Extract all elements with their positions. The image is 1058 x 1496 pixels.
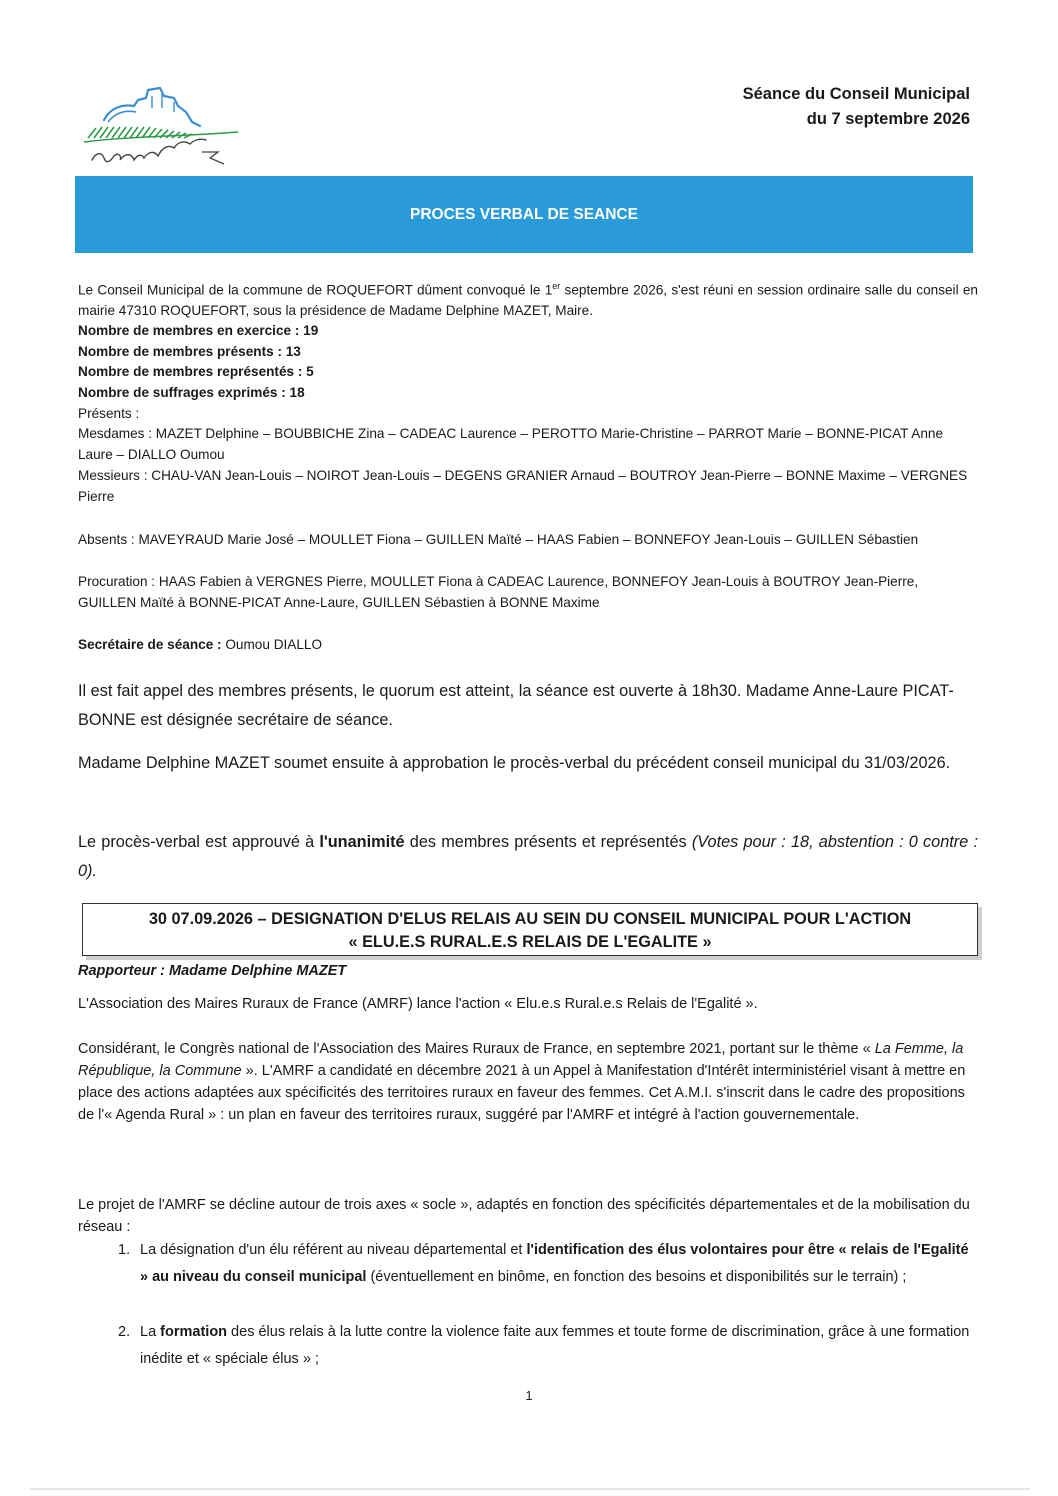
scan-edge	[30, 1488, 1030, 1490]
section-title-line1: 30 07.09.2026 – DESIGNATION D'ELUS RELAIS AU SEIN DU CONSEIL MUNICIPAL POUR L'ACTION	[148, 910, 912, 928]
vote-paragraph	[78, 828, 978, 886]
banner-title: PROCES VERBAL DE SEANCE	[410, 205, 638, 223]
vote-text-b: des membres présents et représentés	[404, 833, 692, 851]
member-stats	[78, 321, 978, 403]
stat-representes: Nombre de membres représentés : 5	[78, 364, 314, 379]
vote-text-a: Le procès-verbal est approuvé à	[78, 833, 320, 851]
congres-theme: La Femme, la République, la Commune	[78, 1041, 964, 1079]
rapporteur: Rapporteur : Madame Delphine MAZET	[78, 963, 347, 979]
item1-number: 1.	[118, 1242, 131, 1258]
appel-paragraph: Il est fait appel des membres présents, le quorum est atteint, la séance est ouverte à 18h30. Madame Anne-Laure PICAT-BONNE est désignée secrétaire de séance.	[78, 682, 954, 729]
intro-text-b: septembre 2026, s'est réuni en session ordinaire salle du conseil en mairie 47310 ROQUEFORT, sous la présidence de Madame Delphine MAZET, Maire.	[78, 282, 978, 319]
vote-unanimite: l'unanimité	[319, 833, 405, 851]
messieurs-list: Messieurs : CHAU-VAN Jean-Louis – NOIROT Jean-Louis – DEGENS GRANIER Arnaud – BOUTROY Jean-Pierre – BONNE Maxime – VERGNES Pierre	[78, 468, 968, 504]
projet-paragraph: Le projet de l'AMRF se décline autour de trois axes « socle », adaptés en fonction des spécificités départementales et de la mobilisation du réseau :	[78, 1197, 970, 1235]
item2-text-a: La	[140, 1324, 161, 1340]
item2-number: 2.	[118, 1324, 131, 1340]
vote-detail: (Votes pour : 18, abstention : 0 contre : 0).	[78, 833, 978, 880]
stat-exercice: Nombre de membres en exercice : 19	[78, 323, 319, 338]
secretaire-value: Oumou DIALLO	[221, 637, 323, 652]
item2-text-b: des élus relais à la lutte contre la violence faite aux femmes et toute forme de discrimination, grâce à une formation inédite et « spéciale élus » ;	[140, 1324, 970, 1367]
secretaire-line	[78, 635, 978, 656]
secretaire-label: Secrétaire de séance :	[78, 637, 222, 652]
considerant-text-a: Considérant, le Congrès national de l'Association des Maires Ruraux de France, en septembre 2021, portant sur le thème «	[78, 1041, 875, 1057]
presents-label: Présents :	[78, 406, 140, 421]
section-title-line2: « ELU.E.S RURAL.E.S RELAIS DE L'EGALITE »	[348, 933, 712, 951]
page-number: 1	[525, 1388, 533, 1403]
title-banner	[75, 176, 973, 253]
mesdames-list: Mesdames : MAZET Delphine – BOUBBICHE Zina – CADEAC Laurence – PEROTTO Marie-Christine – PARROT Marie – BONNE-PICAT Anne Laure – DIALLO Oumou	[78, 426, 944, 462]
session-title: Séance du Conseil Municipal	[742, 85, 970, 103]
stat-suffrages: Nombre de suffrages exprimés : 18	[78, 384, 305, 400]
item2-bold: formation	[160, 1324, 228, 1340]
stat-presents: Nombre de membres présents : 13	[78, 343, 301, 359]
session-date: du 7 septembre 2026	[806, 110, 970, 128]
considerant-paragraph	[78, 1038, 978, 1126]
intro-sup: er	[552, 281, 561, 291]
intro-paragraph	[78, 276, 978, 322]
absents-list: Absents : MAVEYRAUD Marie José – MOULLET Fiona – GUILLEN Maïté – HAAS Fabien – BONNEFOY Jean-Louis – GUILLEN Sébastien	[78, 532, 919, 547]
procuration-list: Procuration : HAAS Fabien à VERGNES Pierre, MOULLET Fiona à CADEAC Laurence, BONNEFOY Jean-Louis à BOUTROY Jean-Pierre, GUILLEN Maïté à BONNE-PICAT Anne-Laure, GUILLEN Sébastien à BONNE Maxime	[78, 574, 919, 610]
intro-text-a: Le Conseil Municipal de la commune de ROQUEFORT dûment convoqué le 1	[78, 282, 553, 298]
item1-text-a: La désignation d'un élu référent au niveau départemental et	[140, 1242, 527, 1258]
considerant-text-b: ». L'AMRF a candidaté en décembre 2021 à un Appel à Manifestation d'Intérêt interministériel visant à mettre en place des actions adaptées aux spécificités des territoires ruraux en faveur des femmes. Cet A.M.I. s'inscrit dans le cadre des propositions de l'« Agenda Rural » : un plan en faveur des territoires ruraux, suggéré par l'AMRF et intégré à l'action gouvernementale.	[78, 1063, 966, 1123]
axes-list-item-1	[118, 1237, 974, 1291]
roquefort-logo	[82, 82, 242, 180]
session-header	[743, 82, 970, 132]
item1-bold: l'identification des élus volontaires pour être « relais de l'Egalité » au niveau du conseil municipal	[140, 1242, 969, 1285]
section-title-box	[82, 903, 978, 956]
axes-list-item-2	[118, 1319, 974, 1373]
amrf-paragraph: L'Association des Maires Ruraux de France (AMRF) lance l'action « Elu.e.s Rural.e.s Relais de l'Egalité ».	[78, 996, 758, 1012]
approbation-paragraph: Madame Delphine MAZET soumet ensuite à approbation le procès-verbal du précédent conseil municipal du 31/03/2026.	[78, 754, 951, 772]
item1-text-b: (éventuellement en binôme, en fonction des besoins et disponibilités sur le terrain) ;	[366, 1269, 907, 1285]
